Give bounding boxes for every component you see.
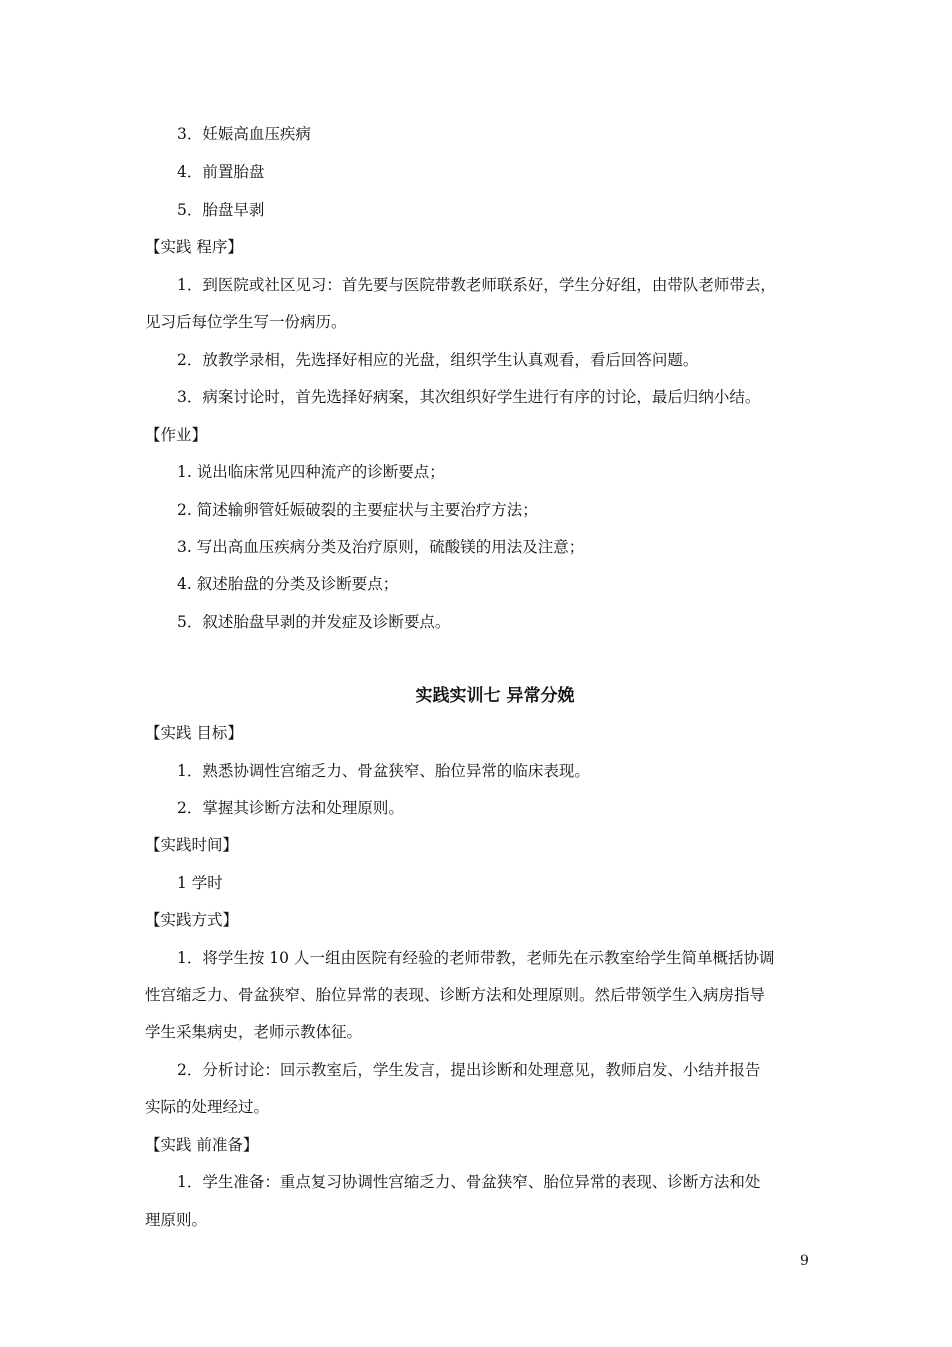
paragraph-line: 性宫缩乏力、骨盆狭窄、胎位异常的表现、诊断方法和处理原则。然后带领学生入病房指导 (145, 986, 766, 1004)
section-heading-procedure: 【实践 程序】 (145, 238, 243, 256)
paragraph-line: 1．学生准备：重点复习协调性宫缩乏力、骨盆狭窄、胎位异常的表现、诊断方法和处 (177, 1173, 761, 1191)
list-item: 3. 写出高血压疾病分类及治疗原则，硫酸镁的用法及注意； (177, 538, 585, 556)
time-value: 1 学时 (177, 874, 223, 892)
section-heading-goal: 【实践 目标】 (145, 724, 243, 742)
paragraph-line: 实际的处理经过。 (145, 1098, 270, 1116)
section-heading-prep: 【实践 前准备】 (145, 1136, 259, 1154)
section-heading-method: 【实践方式】 (145, 911, 239, 929)
section-heading-time: 【实践时间】 (145, 836, 239, 854)
list-item: 3．妊娠高血压疾病 (177, 125, 311, 143)
paragraph-line: 1．将学生按 10 人一组由医院有经验的老师带教，老师先在示教室给学生简单概括协调 (177, 949, 775, 967)
paragraph-line: 学生采集病史，老师示教体征。 (145, 1023, 363, 1041)
paragraph-line: 1．到医院或社区见习：首先要与医院带教老师联系好，学生分好组，由带队老师带去， (177, 276, 776, 294)
list-item: 5．叙述胎盘早剥的并发症及诊断要点。 (177, 613, 451, 631)
section-heading-homework: 【作业】 (145, 426, 208, 444)
list-item: 4．前置胎盘 (177, 163, 265, 181)
list-item: 1. 说出临床常见四种流产的诊断要点； (177, 463, 445, 481)
list-item: 1．熟悉协调性宫缩乏力、骨盆狭窄、胎位异常的临床表现。 (177, 762, 590, 780)
paragraph-line: 3．病案讨论时，首先选择好病案，其次组织好学生进行有序的讨论，最后归纳小结。 (177, 388, 761, 406)
paragraph-line: 见习后每位学生写一份病历。 (145, 313, 347, 331)
list-item: 5．胎盘早剥 (177, 201, 265, 219)
list-item: 2．掌握其诊断方法和处理原则。 (177, 799, 404, 817)
list-item: 2. 简述输卵管妊娠破裂的主要症状与主要治疗方法； (177, 501, 538, 519)
paragraph-line: 2．放教学录相，先选择好相应的光盘，组织学生认真观看，看后回答问题。 (177, 351, 699, 369)
chapter-title: 实践实训七 异常分娩 (415, 686, 575, 706)
page-number: 9 (800, 1253, 809, 1269)
paragraph-line: 理原则。 (145, 1211, 208, 1229)
list-item: 4. 叙述胎盘的分类及诊断要点； (177, 575, 399, 593)
paragraph-line: 2．分析讨论：回示教室后，学生发言，提出诊断和处理意见，教师启发、小结并报告 (177, 1061, 761, 1079)
